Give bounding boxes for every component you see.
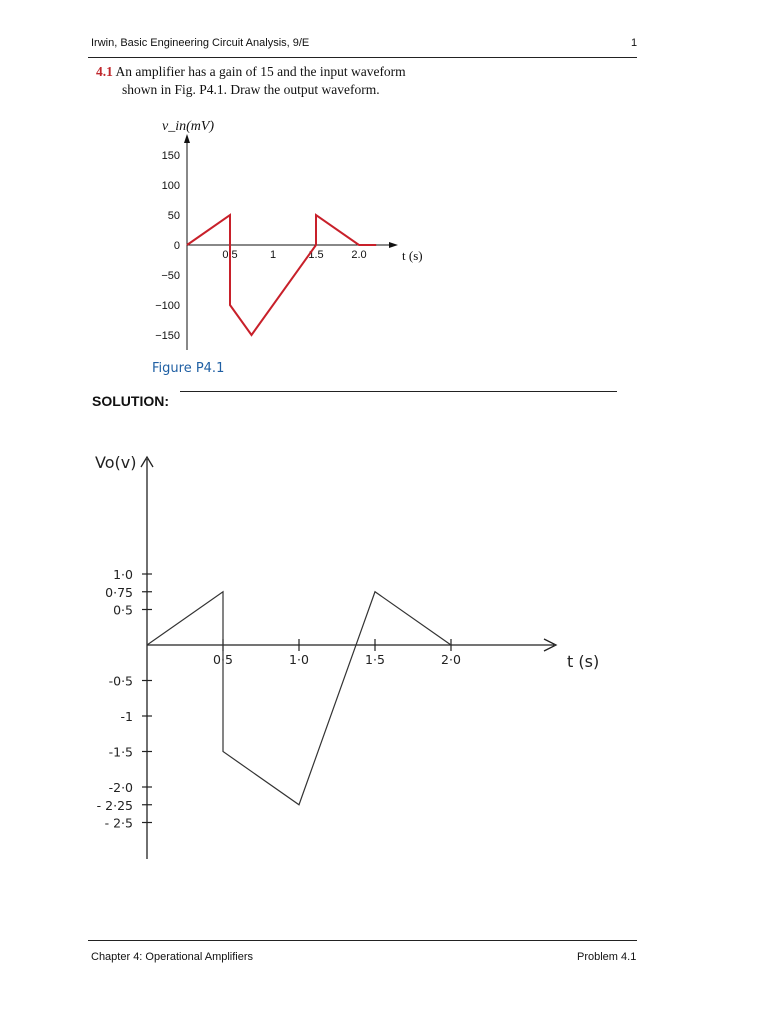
output-chart-axes (141, 457, 556, 859)
solution-heading: SOLUTION: (92, 393, 169, 409)
input-y-tick-label: 100 (161, 180, 180, 192)
input-waveform-chart (140, 110, 470, 370)
input-x-tick-label: 1 (269, 249, 277, 261)
output-x-tick-label: 2·0 (441, 652, 461, 667)
output-x-tick-label: 0·5 (213, 652, 233, 667)
input-y-tick-label: −100 (155, 300, 180, 312)
input-y-tick-label: 0 (173, 240, 180, 252)
page-number: 1 (631, 37, 638, 49)
output-x-tick-label: 1·5 (365, 652, 385, 667)
output-x-tick-label: 1·0 (289, 652, 309, 667)
input-y-tick-label: 50 (167, 210, 180, 222)
footer-chapter: Chapter 4: Operational Amplifiers (91, 951, 254, 963)
input-y-axis-arrow (184, 134, 190, 143)
output-y-tick-label: -2·0 (108, 780, 133, 795)
footer-problem: Problem 4.1 (577, 951, 637, 963)
input-y-tick-label: −50 (161, 270, 180, 282)
output-y-axis-label: Vo(v) (95, 453, 137, 472)
input-chart-axes (184, 134, 398, 350)
figure-caption: Figure P4.1 (152, 361, 225, 376)
problem-number: 4.1 (96, 64, 113, 79)
input-y-axis-label: v_in(mV) (162, 119, 215, 134)
output-y-tick-label: 1·0 (113, 567, 133, 582)
output-y-tick-label: - 2·25 (96, 797, 133, 813)
output-waveform-line (147, 592, 451, 805)
problem-text-line1: An amplifier has a gain of 15 and the input waveform (115, 64, 406, 79)
output-y-tick-label: 0·5 (113, 602, 133, 618)
input-y-tick-label: 150 (161, 150, 180, 162)
output-y-tick-label: -1·5 (108, 744, 133, 760)
output-y-tick-label: -1 (120, 709, 133, 724)
output-waveform-chart (80, 445, 640, 865)
input-x-tick-label: 0.5 (222, 249, 238, 261)
problem-statement (96, 63, 536, 81)
input-x-axis-arrow (389, 242, 398, 248)
input-x-tick-label: 1.5 (308, 249, 324, 261)
input-waveform-line (187, 215, 376, 335)
output-y-tick-label: 0·75 (105, 584, 133, 600)
header-rule (88, 57, 637, 58)
output-x-axis-label: t (s) (567, 652, 600, 671)
input-y-tick-label: −150 (155, 330, 180, 342)
problem-text-line2: shown in Fig. P4.1. Draw the output waveform. (122, 82, 380, 97)
footer-rule (88, 940, 637, 941)
output-y-tick-label: -0·5 (108, 673, 133, 689)
solution-rule (180, 391, 617, 392)
output-y-tick-label: - 2·5 (104, 815, 133, 831)
input-x-axis-label: t (s) (402, 248, 423, 263)
header-title: Irwin, Basic Engineering Circuit Analysis, 9/E (91, 37, 310, 49)
input-x-tick-label: 2.0 (351, 249, 367, 261)
